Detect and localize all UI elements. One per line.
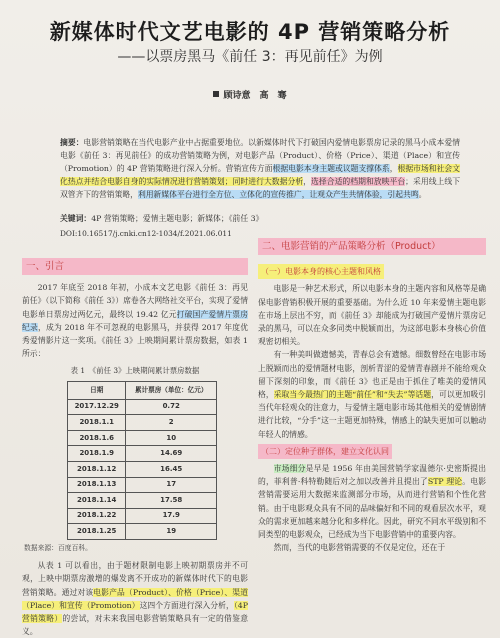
- closing-paragraph: 然而，当代的电影营销需要的不仅是定位，还在于: [273, 543, 446, 553]
- intro-text-2: ，成为 2018 年不可忽视的电影黑马，并获得 2017 年度优秀爱情影片这一奖项。《前任 3》上映期间累计票房数据，如表 1 所示：: [22, 322, 248, 359]
- box-office-table: [67, 381, 217, 540]
- table-cell-boxoffice: 19: [126, 524, 217, 540]
- table-row: [68, 399, 217, 415]
- table-cell-boxoffice: 17.9: [126, 508, 217, 524]
- section-heading-product: 二、电影营销的产品策略分析（Product）: [258, 238, 486, 255]
- product-text-1: 有一种美叫做遗憾美，青春总会有遗憾。细数曾经在电影市场上脱颖而出的爱情题材电影，剖析青涩的爱情青春剧并不能给观众留下深刻的印象，而《前任 3》也正是由于抓住了唯美的爱情风格，: [258, 350, 486, 400]
- keywords-text: 4P 营销策略；爱情主题电影；新媒体；《前任 3》: [91, 214, 264, 223]
- table-cell-boxoffice: 17: [126, 477, 217, 493]
- product-paragraph-1: 电影是一种艺术形式，所以电影本身的主题内容和风格等是确保电影营销积极开展的重要基础。为什么近 10 年来爱情主题电影在市场上层出不穷，而《前任 3》却能成为打破国产爱情片票房记录的黑马，可以在众多同类中脱颖而出，为这部电影本身核心价值观密切相关。: [258, 284, 486, 347]
- intro-paragraph: [22, 281, 248, 360]
- segment-highlight-2: STP 理论: [427, 477, 463, 487]
- abstract-highlight-3: 选择合适的档期和放映平台: [311, 177, 406, 186]
- table-cell-date: 2018.1.12: [68, 462, 126, 478]
- table-cell-boxoffice: 2: [126, 415, 217, 431]
- product-highlight: 采取当今最热门的主题“前任”和“失去”等话题: [273, 390, 432, 400]
- table-caption: 表 1 《前任 3》上映期间累计票房数据: [70, 366, 200, 376]
- table-row: [68, 508, 217, 524]
- abstract-text-5: 。: [418, 190, 427, 199]
- right-column: [258, 236, 486, 554]
- abstract-text-3: ，: [303, 177, 312, 186]
- table-header-boxoffice: 累计票房（单位：亿元）: [126, 381, 217, 399]
- analysis-text-3: 的尝试，对未来我国电影营销策略具有一定的借鉴意义。: [22, 613, 249, 637]
- abstract-text-2: ，: [389, 164, 398, 173]
- article-title: 新媒体时代文艺电影的 4P 营销策略分析: [49, 20, 451, 44]
- left-column: [22, 256, 248, 638]
- subsection-heading-1: （一）电影本身的核心主题和风格: [258, 264, 384, 279]
- intro-highlight: 打破国产爱情片票房纪录: [22, 309, 248, 332]
- doi: DOI:10.16517/j.cnki.cn12-1034/f.2021.06.011: [60, 229, 232, 238]
- table-row: [68, 462, 217, 478]
- abstract-label: 摘要：: [60, 138, 84, 147]
- abstract-text-1: 电影营销策略在当代电影产业中占据重要地位。以新媒体时代下打破国内爱情电影票房记录的黑马小成本爱情电影《前任 3：再见前任》的成功营销策略为例，对电影产品（Product）、价格（Price）、渠道（Place）和宣传（Promotion）的 4P 营销策略进行深入分析。营销宣传方面: [60, 138, 461, 173]
- abstract-highlight-2: 根据市场和社会文化热点并结合电影自身的实际情况进行营销策划；同时进行大数据分析: [60, 164, 461, 186]
- table-cell-boxoffice: 17.58: [126, 493, 217, 509]
- analysis-text-2: 这四个方面进行深入分析，: [139, 600, 234, 610]
- analysis-paragraph: [22, 559, 248, 638]
- author-names: 顾诗意 高 骞: [223, 91, 287, 101]
- segment-highlight-1: 市场细分: [273, 464, 306, 474]
- table-cell-date: 2018.1.1: [68, 415, 126, 431]
- table-cell-date: 2017.12.29: [68, 399, 126, 415]
- table-row: [68, 446, 217, 462]
- table-cell-date: 2018.1.25: [68, 524, 126, 540]
- table-row: [68, 493, 217, 509]
- keywords: [60, 213, 460, 224]
- table-source: 数据来源：百度百科。: [24, 543, 92, 552]
- section-heading-intro: 一、引言: [22, 258, 248, 275]
- table-header-row: [68, 381, 217, 399]
- table-cell-date: 2018.1.6: [68, 430, 126, 446]
- analysis-highlight-1: 电影产品（Product）、价格（Price）、渠道（Place）和宣传（Promotion）: [22, 587, 249, 610]
- table-row: [68, 524, 217, 540]
- table-cell-boxoffice: 10: [126, 430, 217, 446]
- abstract-text-4: ；采用线上线下双管齐下的营销策略，: [60, 177, 461, 199]
- table-cell-boxoffice: 14.69: [126, 446, 217, 462]
- table-cell-date: 2018.1.9: [68, 446, 126, 462]
- table-cell-date: 2018.1.14: [68, 493, 126, 509]
- table-cell-date: 2018.1.13: [68, 477, 126, 493]
- table-cell-boxoffice: 0.72: [126, 399, 217, 415]
- table-cell-boxoffice: 16.45: [126, 462, 217, 478]
- table-row: [68, 415, 217, 431]
- segment-paragraph: [258, 462, 486, 541]
- segment-text-2: 。电影营销需要运用大数据来监测部分市场，从而进行营销和个性化营销。由于电影观众具有不同的品味偏好和不同的观看层次水平，观众的需求更加越来越分化和多样化。因此，研究不同水平级别和不同类型的电影观众，已经成为当下电影营销中的重要内容。: [258, 477, 486, 540]
- square-bullet-icon: [213, 91, 219, 97]
- product-text-2: ，可以更加吸引当代年轻观众的注意力，与爱情主题电影市场其他相关的爱情剧情进行比较，“分手”这一主题更加特殊，情感上的缺失更加可以触动年轻人的情感。: [258, 390, 487, 439]
- table-cell-date: 2018.1.22: [68, 508, 126, 524]
- abstract: [60, 136, 460, 201]
- segment-text-1: 是早是 1956 年由美国营销学家温德尔·史密斯提出的，菲利普·科特勒随后对之加以改善并且提出了: [258, 464, 487, 487]
- analysis-highlight-2: （4P 营销策略）: [22, 600, 249, 623]
- article-subtitle: ——以票房黑马《前任 3：再见前任》为例: [117, 49, 383, 65]
- table-header-date: 日期: [68, 381, 126, 399]
- subsection-heading-2: （二）定位种子群体，建立文化认同: [258, 444, 392, 459]
- analysis-text-1: 从表 1 可以看出，由于题材限制电影上映初期票房并不可观，上映中期票房激增的爆发离不开成功的新媒体时代下的电影营销策略。通过对该: [22, 561, 248, 597]
- abstract-highlight-1: 根据电影本身主题或议题支撑体系: [272, 164, 390, 173]
- table-row: [68, 477, 217, 493]
- abstract-highlight-4: 利用新媒体平台进行全方位、立体化的宣传推广，让观众产生共情体验，引起共鸣: [137, 190, 419, 199]
- intro-text-1: 2017 年底至 2018 年初，小成本文艺电影《前任 3：再见前任》（以下简称《前任 3》）席卷各大网络社交平台，实现了爱情电影单日票房过两亿元，最终以 19.42 亿元: [22, 283, 248, 319]
- table-row: [68, 430, 217, 446]
- author-line: [0, 88, 500, 101]
- keywords-label: 关键词：: [60, 214, 92, 223]
- product-paragraph-2: [258, 348, 486, 440]
